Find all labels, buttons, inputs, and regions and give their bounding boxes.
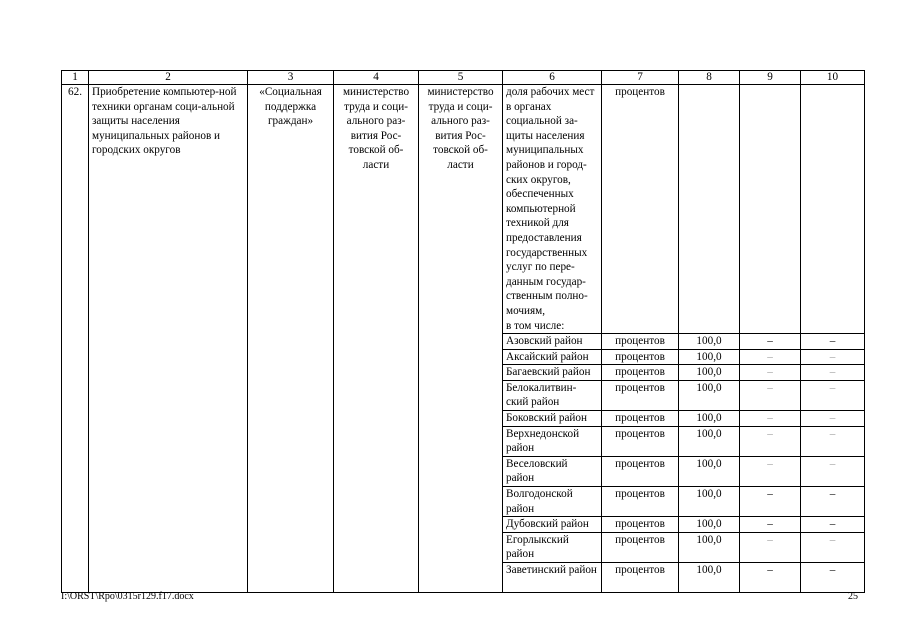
district-col10: –: [801, 349, 865, 365]
district-value: 100,0: [679, 411, 740, 427]
empty-cell: [740, 85, 801, 334]
district-col10: –: [801, 380, 865, 410]
district-value: 100,0: [679, 456, 740, 486]
empty-cell: [679, 85, 740, 334]
column-number: 2: [89, 71, 248, 85]
district-col10: –: [801, 456, 865, 486]
empty-cell: [801, 85, 865, 334]
column-number: 4: [334, 71, 419, 85]
district-name: Багаевский район: [503, 365, 602, 381]
district-value: 100,0: [679, 365, 740, 381]
column-number: 10: [801, 71, 865, 85]
column-number: 5: [419, 71, 503, 85]
district-unit: процентов: [602, 487, 679, 517]
indicator-name: доля рабочих мест в органах социальной за-щиты населения муниципальных районов и город-ских округов, обеспеченных компьютерной техникой для предоставления государственных услуг по пере-данным государ-ственным полно-мочиям, в том числе:: [503, 85, 602, 334]
measure-name: Приобретение компьютер-ной техники органам соци-альной защиты населения муниципальных районов и городских округов: [89, 85, 248, 593]
district-unit: процентов: [602, 334, 679, 350]
district-col9: –: [740, 349, 801, 365]
district-value: 100,0: [679, 380, 740, 410]
district-col10: –: [801, 365, 865, 381]
district-col9: –: [740, 365, 801, 381]
column-number: 1: [62, 71, 89, 85]
district-value: 100,0: [679, 563, 740, 593]
column-number: 6: [503, 71, 602, 85]
district-col10: –: [801, 334, 865, 350]
district-value: 100,0: [679, 532, 740, 562]
district-name: Верхнедонской район: [503, 426, 602, 456]
column-number-row: [62, 71, 865, 85]
row-number: 62.: [62, 85, 89, 593]
district-col9: –: [740, 517, 801, 533]
district-col10: –: [801, 487, 865, 517]
district-col10: –: [801, 532, 865, 562]
district-value: 100,0: [679, 349, 740, 365]
district-name: Боковский район: [503, 411, 602, 427]
district-unit: процентов: [602, 365, 679, 381]
district-col10: –: [801, 411, 865, 427]
district-col9: –: [740, 563, 801, 593]
district-unit: процентов: [602, 456, 679, 486]
district-unit: процентов: [602, 411, 679, 427]
district-col9: –: [740, 426, 801, 456]
district-col10: –: [801, 426, 865, 456]
district-col9: –: [740, 334, 801, 350]
district-col10: –: [801, 517, 865, 533]
district-unit: процентов: [602, 517, 679, 533]
district-name: Дубовский район: [503, 517, 602, 533]
column-number: 3: [248, 71, 334, 85]
column-number: 7: [602, 71, 679, 85]
column-number: 8: [679, 71, 740, 85]
district-name: Аксайский район: [503, 349, 602, 365]
district-col9: –: [740, 411, 801, 427]
main-row: [62, 85, 865, 334]
district-col9: –: [740, 456, 801, 486]
co-executor: министерство труда и соци-ального раз-вития Рос-товской об-ласти: [419, 85, 503, 593]
column-number: 9: [740, 71, 801, 85]
district-col10: –: [801, 563, 865, 593]
page-number: 25: [848, 591, 858, 602]
district-unit: процентов: [602, 563, 679, 593]
program-name: «Социальная поддержка граждан»: [248, 85, 334, 593]
district-col9: –: [740, 532, 801, 562]
district-unit: процентов: [602, 426, 679, 456]
district-unit: процентов: [602, 349, 679, 365]
district-col9: –: [740, 487, 801, 517]
indicator-unit: процентов: [602, 85, 679, 334]
district-name: Егорлыкский район: [503, 532, 602, 562]
district-value: 100,0: [679, 426, 740, 456]
district-unit: процентов: [602, 532, 679, 562]
district-name: Азовский район: [503, 334, 602, 350]
district-value: 100,0: [679, 517, 740, 533]
district-name: Белокалитвин-ский район: [503, 380, 602, 410]
district-value: 100,0: [679, 487, 740, 517]
file-path: I:\ORST\Rpo\0315r129.f17.docx: [61, 591, 194, 602]
district-name: Волгодонской район: [503, 487, 602, 517]
executor: министерство труда и соци-ального раз-вития Рос-товской об-ласти: [334, 85, 419, 593]
district-name: Заветинский район: [503, 563, 602, 593]
district-col9: –: [740, 380, 801, 410]
district-value: 100,0: [679, 334, 740, 350]
district-unit: процентов: [602, 380, 679, 410]
table-body: [62, 71, 865, 593]
district-name: Веселовский район: [503, 456, 602, 486]
program-table: [61, 70, 865, 593]
